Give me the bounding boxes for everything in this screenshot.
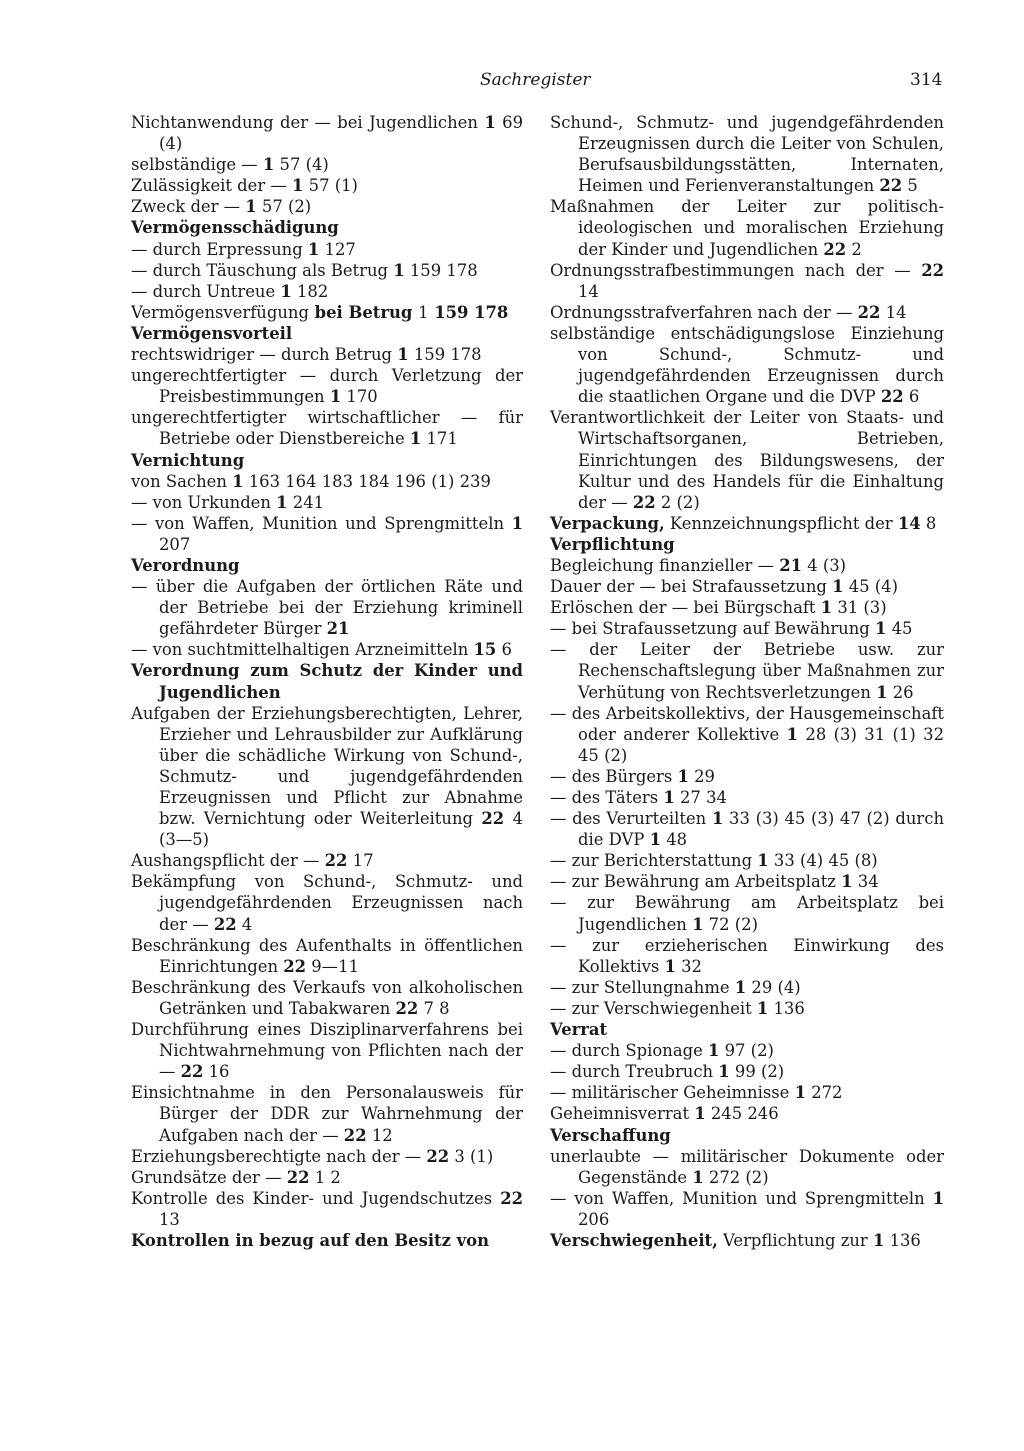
- index-entry: [131, 977, 523, 1019]
- source-number: 1: [280, 281, 292, 301]
- source-number: 22: [823, 239, 847, 259]
- entry-text: Kontrolle des Kinder- und Jugendschutzes: [131, 1188, 501, 1208]
- source-number: 22: [632, 492, 656, 512]
- index-entry: [550, 787, 944, 808]
- index-entry: [131, 260, 523, 281]
- index-entry: [131, 1188, 523, 1230]
- index-entry: [550, 1188, 944, 1230]
- source-number: 1: [874, 619, 887, 639]
- entry-text: 127: [319, 239, 356, 259]
- entry-text: — von Waffen, Munition und Sprengmitteln: [131, 513, 512, 533]
- index-entry: [131, 239, 523, 260]
- source-number: 1: [663, 788, 675, 807]
- index-heading: [550, 1125, 944, 1146]
- index-entry: [131, 1146, 523, 1167]
- entry-text: — des Verurteilten: [550, 809, 712, 829]
- source-number: 21: [779, 555, 803, 575]
- source-number: 22: [857, 302, 881, 322]
- source-number: 1: [409, 429, 422, 449]
- index-heading: [131, 660, 523, 702]
- index-entry: [550, 977, 944, 998]
- entry-text: Aufgaben der Erziehungsberechtigten, Lehrer, Erzieher und Lehrausbilder zur Aufklärung über die schädliche Wirkung von Schund-, Schmutz- und jugendgefährdenden Erzeugnissen und Pflicht zur Abnahme bzw. Vernichtung oder Weiterleitung: [131, 703, 523, 829]
- entry-text: Erlöschen der — bei Bürgschaft: [550, 598, 821, 618]
- index-entry: [550, 850, 944, 871]
- entry-text: Vermögensschädigung: [131, 218, 339, 238]
- index-entry: [131, 513, 523, 555]
- entry-text: 4: [236, 914, 253, 934]
- index-entry: [550, 703, 944, 766]
- left-column: [131, 112, 523, 1251]
- entry-text: 13: [159, 1209, 180, 1229]
- entry-text: Kennzeichnungspflicht der: [664, 513, 898, 533]
- entry-text: 45 (4): [843, 577, 898, 597]
- entry-text: 31 (3): [832, 598, 887, 618]
- source-number: 1: [932, 1188, 944, 1208]
- index-heading: [131, 450, 523, 471]
- entry-text: Verpflichtung zur: [717, 1230, 873, 1250]
- entry-text: Maßnahmen der Leiter zur politisch-ideologischen und moralischen Erziehung der Kinder und Jugendlichen: [550, 197, 944, 259]
- source-number: 1: [876, 682, 888, 702]
- entry-text: unerlaubte — militärischer Dokumente oder Gegenstände: [550, 1146, 944, 1187]
- entry-text: 28 (3) 31 (1) 32 45 (2): [578, 724, 944, 765]
- index-entry: [131, 407, 523, 449]
- entry-text: 272: [805, 1083, 843, 1103]
- entry-text: ungerechtfertigter wirtschaftlicher — für Betriebe oder Dienstbereiche: [131, 408, 523, 449]
- source-number: 22: [921, 260, 944, 280]
- source-number: 1: [832, 577, 844, 597]
- entry-text: 99 (2): [729, 1062, 785, 1082]
- source-number: 1: [872, 1230, 885, 1250]
- entry-text: 33 (4) 45 (8): [768, 851, 878, 871]
- entry-text: ungerechtfertigter — durch Verletzung der Preisbestimmungen: [131, 366, 523, 407]
- index-entry: [550, 302, 944, 323]
- entry-text: 2 (2): [655, 492, 700, 512]
- index-entry: [550, 1082, 944, 1103]
- entry-text: Vernichtung: [131, 450, 245, 470]
- source-number: 22: [426, 1146, 450, 1166]
- entry-text: 1 2: [309, 1167, 341, 1187]
- entry-text: 1: [418, 302, 429, 322]
- entry-text: 245 246: [705, 1104, 779, 1124]
- index-entry: [131, 112, 523, 154]
- entry-text: — von Waffen, Munition und Sprengmitteln: [550, 1188, 933, 1208]
- source-number: bei Betrug: [308, 302, 419, 322]
- entry-text: 7 8: [418, 998, 450, 1018]
- entry-text: Grundsätze der —: [131, 1167, 287, 1187]
- source-number: 1: [692, 914, 704, 934]
- page-number: 314: [910, 70, 943, 90]
- entry-text: 34: [852, 872, 879, 892]
- source-number: 22: [395, 998, 419, 1018]
- index-entry: [550, 555, 944, 576]
- source-number: 22: [180, 1062, 204, 1082]
- entry-text: 206: [578, 1209, 610, 1229]
- index-entry: [131, 196, 523, 217]
- index-entry: [550, 260, 944, 302]
- entry-text: 5: [902, 176, 918, 196]
- source-number: 1: [307, 239, 320, 259]
- index-heading: [550, 1019, 944, 1040]
- source-number: 1: [757, 851, 769, 871]
- entry-text: 171: [421, 429, 458, 449]
- entry-text: Erziehungsberechtigte nach der —: [131, 1146, 427, 1166]
- entry-text: Einsichtnahme in den Personalausweis für Bürger der DDR zur Wahrnehmung der Aufgaben nach der —: [131, 1083, 523, 1145]
- entry-text: 12: [366, 1125, 393, 1145]
- entry-text: 17: [347, 851, 374, 871]
- index-heading: [131, 217, 523, 238]
- source-number: 1: [393, 260, 405, 280]
- source-number: 1: [718, 1062, 730, 1082]
- index-entry: [550, 513, 944, 534]
- entry-text: — von suchtmittelhaltigen Arzneimitteln: [131, 640, 474, 660]
- entry-text: 4 (3): [802, 555, 847, 575]
- entry-text: 26: [887, 682, 914, 702]
- entry-text: — durch Spionage: [550, 1041, 708, 1061]
- index-entry: [550, 892, 944, 934]
- source-number: 22: [343, 1125, 367, 1145]
- entry-text: 182: [291, 281, 329, 301]
- entry-text: Zweck der —: [131, 197, 246, 217]
- index-entry: [550, 639, 944, 702]
- entry-text: Ordnungsstrafbestimmungen nach der —: [550, 260, 922, 280]
- entry-text: 57 (1): [303, 176, 358, 196]
- entry-text: 6: [903, 387, 920, 407]
- entry-text: — des Täters: [550, 788, 664, 807]
- entry-text: — zur Berichterstattung: [550, 851, 758, 871]
- entry-text: 170: [341, 387, 378, 407]
- index-entry: [550, 618, 944, 639]
- entry-text: — des Arbeitskollektivs, der Hausgemeinschaft oder anderer Kollektive: [550, 703, 944, 744]
- source-number: 22: [213, 914, 237, 934]
- index-entry: [550, 998, 944, 1019]
- index-entry: [131, 154, 523, 175]
- entry-text: Vermögensverfügung: [131, 302, 309, 322]
- entry-text: Schund-, Schmutz- und jugendgefährdenden Erzeugnissen durch die Leiter von Schulen, Berufsausbildungsstätten, Internaten, Heimen und Ferienveranstaltungen: [550, 113, 944, 196]
- right-column: [550, 112, 944, 1251]
- entry-text: 14: [880, 302, 907, 322]
- page-header: [0, 70, 1024, 98]
- index-entry: [550, 766, 944, 787]
- entry-text: 45: [886, 619, 913, 639]
- entry-text: 33 (3) 45 (3) 47 (2) durch die DVP: [578, 809, 945, 850]
- entry-text: Ordnungsstrafverfahren nach der —: [550, 302, 858, 322]
- source-number: 1: [694, 1104, 706, 1124]
- entry-text: Verordnung zum Schutz der Kinder und Jugendlichen: [131, 661, 523, 702]
- source-number: 1: [232, 471, 244, 491]
- entry-text: 57 (4): [274, 155, 329, 175]
- entry-text: — zur Bewährung am Arbeitsplatz bei Jugendlichen: [550, 893, 944, 934]
- entry-text: — durch Täuschung als Betrug: [131, 260, 394, 280]
- entry-text: Verpflichtung: [550, 534, 675, 554]
- entry-text: — der Leiter der Betriebe usw. zur Rechenschaftslegung über Maßnahmen zur Verhütung von Rechtsverletzungen: [550, 640, 944, 702]
- source-number: 14: [897, 513, 921, 533]
- index-entry: [550, 808, 944, 850]
- index-entry: [131, 344, 523, 365]
- entry-text: Kontrollen in bezug auf den Besitz von: [131, 1230, 490, 1250]
- source-number: 22: [500, 1188, 523, 1208]
- entry-text: Beschränkung des Aufenthalts in öffentlichen Einrichtungen: [131, 935, 523, 976]
- entry-text: 48: [660, 830, 688, 850]
- index-entry: [131, 703, 523, 851]
- entry-text: Vermögensvorteil: [131, 323, 293, 343]
- entry-text: 72 (2): [703, 914, 758, 934]
- entry-text: Verordnung: [131, 555, 240, 575]
- entry-text: Verschaffung: [550, 1125, 671, 1145]
- index-entry: [550, 1061, 944, 1082]
- entry-text: Dauer der — bei Strafaussetzung: [550, 577, 833, 597]
- index-heading: [131, 323, 523, 344]
- source-number: 22: [879, 176, 903, 196]
- index-entry: [131, 850, 523, 871]
- index-entry: [550, 935, 944, 977]
- entry-text: 6: [496, 640, 512, 660]
- index-entry: [131, 281, 523, 302]
- entry-text: rechtswidriger — durch Betrug: [131, 345, 398, 365]
- source-number: 1: [786, 724, 798, 744]
- source-number: 1: [511, 513, 523, 533]
- index-entry: [131, 492, 523, 513]
- entry-text: 29 (4): [746, 977, 801, 997]
- entry-text: Begleichung finanzieller —: [550, 555, 780, 575]
- source-number: 1: [734, 977, 747, 997]
- index-entry: [131, 471, 523, 492]
- entry-text: 27 34: [674, 788, 727, 807]
- entry-text: 4 (3—5): [159, 809, 523, 850]
- index-entry: [131, 175, 523, 196]
- entry-text: 8: [920, 513, 937, 533]
- source-number: 1: [484, 113, 496, 132]
- index-entry: [550, 597, 944, 618]
- source-number: 22: [286, 1167, 310, 1187]
- entry-text: Verrat: [550, 1020, 608, 1040]
- entry-text: selbständige —: [131, 155, 263, 175]
- entry-text: — zur Bewährung am Arbeitsplatz: [550, 872, 842, 892]
- entry-text: 14: [578, 281, 599, 301]
- source-number: 1: [649, 830, 661, 850]
- index-entry: [131, 302, 523, 323]
- entry-text: 69 (4): [159, 113, 523, 154]
- source-number: 1: [677, 766, 689, 786]
- entry-text: — von Urkunden: [131, 492, 277, 512]
- index-entry: [550, 1103, 944, 1124]
- entry-text: 136: [884, 1230, 921, 1250]
- index-entry: [550, 871, 944, 892]
- entry-text: Verantwortlichkeit der Leiter von Staats- und Wirtschaftsorganen, Betrieben, Einrichtungen des Bildungswesens, der Kultur und des Handels für die Einhaltung der —: [550, 408, 944, 512]
- index-entry: [550, 196, 944, 259]
- source-number: 1: [262, 155, 275, 175]
- index-entry: [131, 1082, 523, 1145]
- entry-text: 29: [688, 766, 715, 786]
- entry-text: — durch Treubruch: [550, 1062, 719, 1082]
- entry-keyword: Verpackung,: [550, 513, 665, 533]
- entry-text: 241: [287, 492, 325, 512]
- index-entry: [550, 576, 944, 597]
- entry-text: — durch Erpressung: [131, 239, 308, 259]
- index-heading: [550, 534, 944, 555]
- index-entry: [550, 1230, 944, 1251]
- entry-text: 57 (2): [256, 197, 312, 217]
- entry-text: selbständige entschädigungslose Einziehung von Schund-, Schmutz- und jugendgefährdenden Erzeugnissen durch die staatlichen Organe und die DVP: [550, 323, 944, 407]
- index-entry: [550, 1146, 944, 1188]
- entry-text: Durchführung eines Disziplinarverfahrens bei Nichtwahrnehmung von Pflichten nach der —: [131, 1020, 523, 1082]
- entry-text: Beschränkung des Verkaufs von alkoholischen Getränken und Tabakwaren: [131, 977, 523, 1018]
- entry-text: Zulässigkeit der —: [131, 176, 293, 196]
- entry-text: 9—11: [306, 956, 359, 976]
- index-entry: [550, 407, 944, 512]
- source-number: 22: [880, 387, 904, 407]
- entry-text: Nichtanwendung der — bei Jugendlichen: [131, 113, 485, 132]
- entry-keyword: Verschwiegenheit,: [550, 1230, 718, 1250]
- index-heading: [131, 1230, 523, 1251]
- source-number: 1: [245, 197, 257, 217]
- entry-text: von Sachen: [131, 471, 233, 491]
- entry-text: 159 178: [404, 260, 478, 280]
- index-entry: [131, 639, 523, 660]
- source-number: 22: [481, 809, 505, 829]
- entry-text: — durch Untreue: [131, 281, 281, 301]
- entry-text: — militärischer Geheimnisse: [550, 1083, 795, 1103]
- entry-text: Geheimnisverrat: [550, 1104, 695, 1124]
- entry-text: 136: [768, 998, 805, 1018]
- source-number: 1: [841, 872, 853, 892]
- source-number: 1: [664, 956, 676, 976]
- source-number: 1: [711, 809, 724, 829]
- index-entry: [131, 935, 523, 977]
- index-entry: [131, 576, 523, 639]
- source-number: 1: [692, 1167, 704, 1187]
- header-title: Sachregister: [480, 70, 591, 90]
- index-entry: [131, 871, 523, 934]
- entry-text: 16: [203, 1062, 230, 1082]
- index-entry: [550, 323, 944, 407]
- source-number: 1: [794, 1083, 806, 1103]
- entry-text: — zur erzieherischen Einwirkung des Kollektivs: [550, 935, 944, 976]
- entry-text: 97 (2): [719, 1041, 774, 1061]
- entry-text: Aushangspflicht der —: [131, 851, 325, 871]
- source-number: 1: [329, 387, 342, 407]
- entry-text: 207: [159, 534, 191, 554]
- source-number: 1: [820, 598, 833, 618]
- index-entry: [131, 1019, 523, 1082]
- source-number: 15: [473, 640, 497, 660]
- entry-text: 163 164 183 184 196 (1) 239: [243, 471, 491, 491]
- source-number: 159 178: [428, 302, 509, 322]
- source-number: 1: [276, 492, 288, 512]
- index-entry: [550, 1040, 944, 1061]
- source-number: 22: [283, 956, 307, 976]
- entry-text: — über die Aufgaben der örtlichen Räte und der Betriebe bei der Erziehung kriminell gefährdeter Bürger: [131, 577, 523, 639]
- entry-text: 2: [846, 239, 862, 259]
- entry-text: — des Bürgers: [550, 766, 678, 786]
- entry-text: 32: [675, 956, 702, 976]
- entry-text: 159 178: [408, 345, 482, 365]
- entry-text: — bei Strafaussetzung auf Bewährung: [550, 619, 875, 639]
- source-number: 21: [326, 619, 350, 639]
- entry-text: Bekämpfung von Schund-, Schmutz- und jugendgefährdenden Erzeugnissen nach der —: [131, 872, 523, 934]
- source-number: 1: [708, 1041, 720, 1061]
- source-number: 1: [397, 345, 409, 365]
- source-number: 22: [324, 851, 348, 871]
- index-entry: [131, 1167, 523, 1188]
- source-number: 1: [292, 176, 304, 196]
- index-heading: [131, 555, 523, 576]
- entry-text: 3 (1): [449, 1146, 494, 1166]
- entry-text: — zur Stellungnahme: [550, 977, 735, 997]
- entry-text: — zur Verschwiegenheit: [550, 998, 757, 1018]
- index-entry: [131, 365, 523, 407]
- entry-text: 272 (2): [703, 1167, 769, 1187]
- source-number: 1: [756, 998, 769, 1018]
- index-entry: [550, 112, 944, 196]
